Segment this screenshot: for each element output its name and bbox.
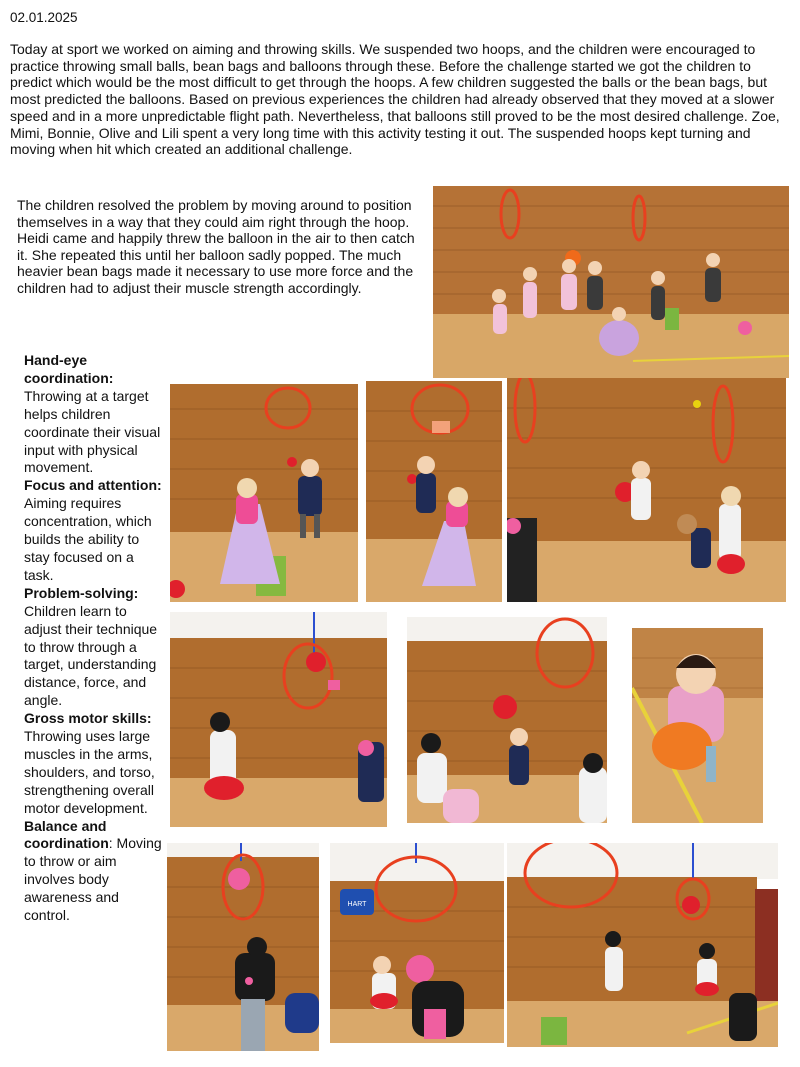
photo-balloon-hoop <box>170 612 387 827</box>
skill-text: Throwing at a target helps children coordinate their visual input with physical movement. <box>24 387 161 476</box>
skill-title: Balance and coordination <box>24 817 109 852</box>
skill-hand-eye <box>24 352 166 477</box>
skill-title: Gross motor skills: <box>24 710 152 727</box>
photo-girl-tulle-dress <box>170 384 358 602</box>
skill-text: : Moving to throw or aim involves body awareness and control. <box>24 835 162 924</box>
skill-text: Aiming requires concentration, which builds the ability to stay focused on a task. <box>24 495 152 583</box>
observation-paragraph: The children resolved the problem by moving around to position themselves in a way that they could aim right through the hoop. Heidi came and happily threw the balloon in the air to then catch it. She repeated this until her balloon sadly popped. The much heavier bean bags made it necessary to use more force and the children had to adjust their muscle strength accordingly. <box>17 197 415 296</box>
skill-problem-solving <box>24 585 166 710</box>
skill-balance <box>24 818 166 925</box>
skill-text: Children learn to adjust their technique to throw through a target, understanding distance, force, and angle. <box>24 602 158 709</box>
skill-title: Focus and attention: <box>24 477 162 494</box>
bean-bag-label: HART <box>347 901 367 908</box>
learning-outcomes-list <box>24 352 166 925</box>
photo-orange-balloon <box>632 628 763 823</box>
intro-paragraph: Today at sport we worked on aiming and throwing skills. We suspended two hoops, and the children were encouraged to practice throwing small balls, bean bags and balloons through these. Before the challenge started we got the children to predict which would be the most difficult to get through the hoops. A few children suggested the balls or the bean bags, but most predicted the balloons. Based on previous experiences the children had already observed that they moved at a slower speed and in a more unpredictable flight path. Nevertheless, that balloons still proved to be the most desired challenge. Zoe, Mimi, Bonnie, Olive and Lili spent a very long time with this activity testing it out. The suspended hoops kept turning and moving when hit which created an additional challenge. <box>10 41 780 158</box>
photo-red-balloon <box>407 617 607 823</box>
skill-title: Hand-eye coordination: <box>24 352 114 386</box>
document-date: 02.01.2025 <box>10 10 78 25</box>
photo-bean-bag-throw <box>330 843 504 1043</box>
photo-group-hoops <box>433 186 789 378</box>
photo-girl-pointing <box>507 378 786 602</box>
photo-two-hoops <box>507 843 778 1047</box>
skill-gross-motor <box>24 710 166 817</box>
skill-focus <box>24 477 166 584</box>
photo-girl-throwing <box>366 381 502 602</box>
photo-pink-balloon-hoop <box>167 843 319 1051</box>
skill-text: Throwing uses large muscles in the arms, shoulders, and torso, strengthening overall motor development. <box>24 728 155 816</box>
skill-title: Problem-solving: <box>24 584 139 601</box>
